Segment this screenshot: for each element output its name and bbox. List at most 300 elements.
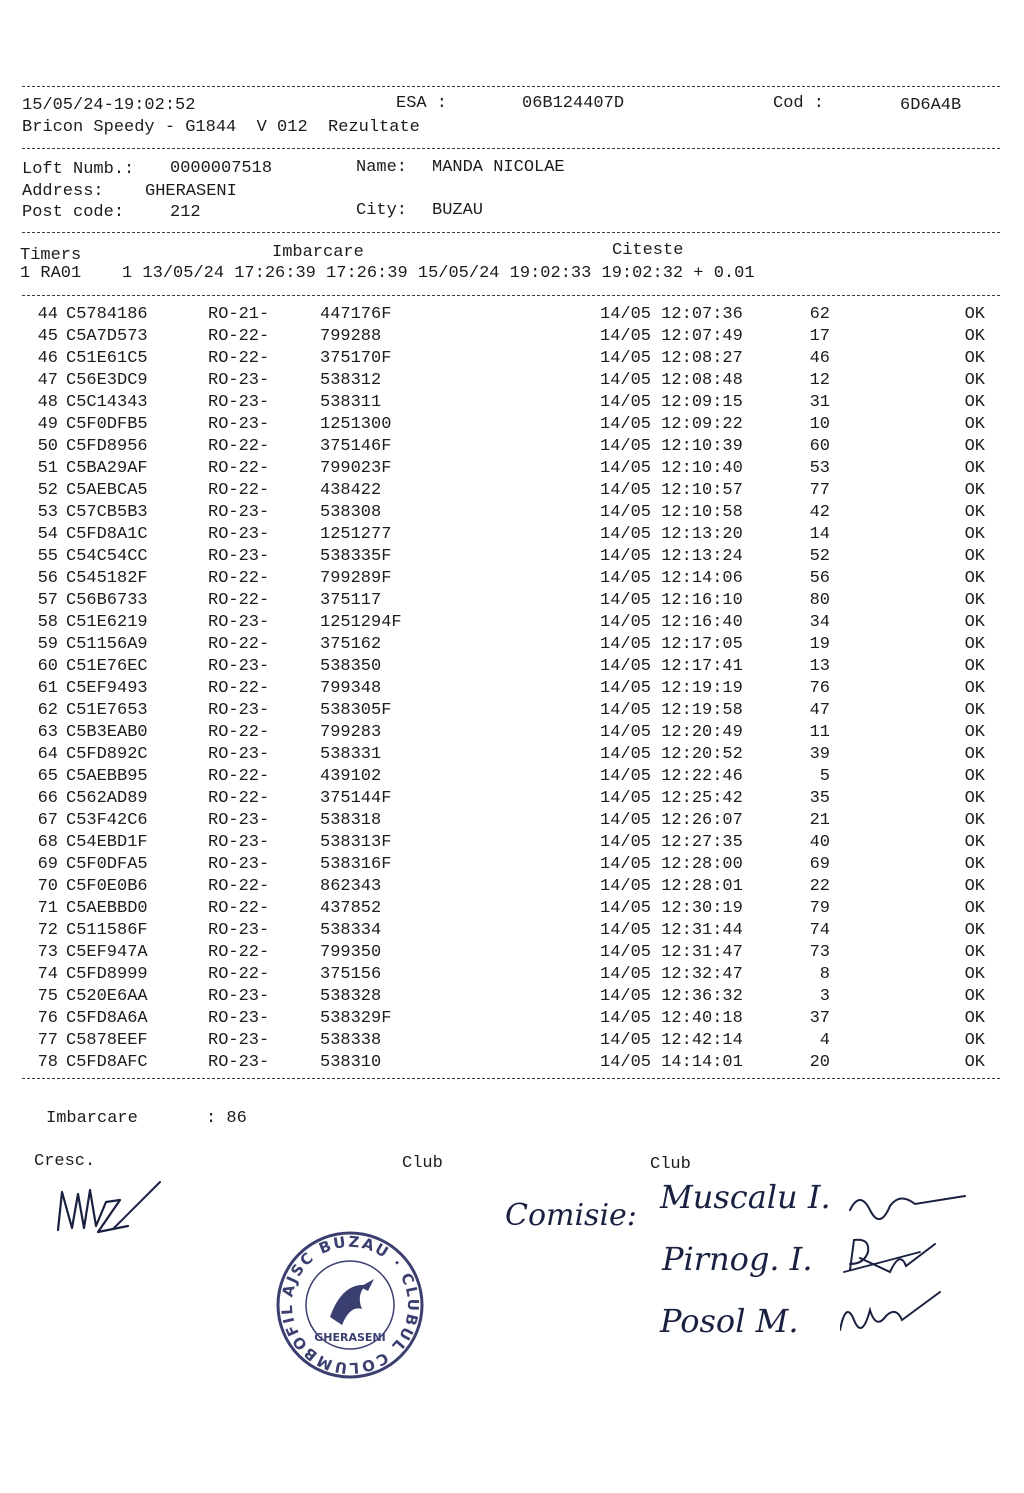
status: OK: [964, 437, 985, 456]
place: 73: [809, 943, 830, 962]
status: OK: [964, 503, 985, 522]
table-row: [0, 305, 1024, 327]
chip-code: C5AEBCA5: [66, 481, 148, 500]
status: OK: [964, 1053, 985, 1072]
table-row: [0, 459, 1024, 481]
city-label: City:: [356, 201, 408, 220]
arrival-time: 12:14:06: [661, 569, 743, 588]
chip-code: C5F0DFA5: [66, 855, 148, 874]
status: OK: [964, 987, 985, 1006]
ring-prefix: RO-23-: [208, 393, 270, 412]
ring-prefix: RO-21-: [208, 305, 270, 324]
place: 34: [809, 613, 830, 632]
place: 22: [809, 877, 830, 896]
row-number: 55: [37, 547, 58, 566]
row-number: 64: [37, 745, 58, 764]
arrival-date: 14/05: [600, 943, 652, 962]
ring-prefix: RO-23-: [208, 745, 270, 764]
arrival-date: 14/05: [600, 349, 652, 368]
name-value: MANDA NICOLAE: [432, 158, 565, 177]
arrival-datetime: [600, 635, 743, 654]
ring-number: 799348: [320, 679, 382, 698]
row-number: 57: [37, 591, 58, 610]
commission-label: Comisie:: [505, 1198, 637, 1233]
row-number: 74: [37, 965, 58, 984]
table-row: [0, 855, 1024, 877]
stamp-inner-text: GHERASENI: [314, 1331, 386, 1344]
arrival-date: 14/05: [600, 415, 652, 434]
status: OK: [964, 635, 985, 654]
table-row: [0, 481, 1024, 503]
chip-code: C562AD89: [66, 789, 148, 808]
place: 62: [809, 305, 830, 324]
device-line: Bricon Speedy - G1844 V 012 Rezultate: [22, 118, 420, 137]
place: 80: [809, 591, 830, 610]
ring-number: 538338: [320, 1031, 382, 1050]
commission-member-1: Muscalu I.: [660, 1178, 831, 1216]
arrival-time: 12:08:27: [661, 349, 743, 368]
ring-number: 538329F: [320, 1009, 392, 1028]
status: OK: [964, 525, 985, 544]
ring-number: 438422: [320, 481, 382, 500]
ring-prefix: RO-23-: [208, 921, 270, 940]
table-row: [0, 657, 1024, 679]
commission-member-3: Posol M.: [660, 1302, 799, 1340]
arrival-datetime: [600, 943, 743, 962]
ring-number: 375170F: [320, 349, 392, 368]
status: OK: [964, 481, 985, 500]
table-row: [0, 965, 1024, 987]
arrival-datetime: [600, 811, 743, 830]
ring-number: 1251294F: [320, 613, 402, 632]
ring-prefix: RO-23-: [208, 855, 270, 874]
ring-number: 538350: [320, 657, 382, 676]
row-number: 53: [37, 503, 58, 522]
chip-code: C5FD8A1C: [66, 525, 148, 544]
row-number: 65: [37, 767, 58, 786]
status: OK: [964, 877, 985, 896]
ring-prefix: RO-23-: [208, 371, 270, 390]
place: 14: [809, 525, 830, 544]
chip-code: C5878EEF: [66, 1031, 148, 1050]
ring-prefix: RO-22-: [208, 591, 270, 610]
table-row: [0, 921, 1024, 943]
arrival-date: 14/05: [600, 613, 652, 632]
ring-number: 439102: [320, 767, 382, 786]
cod-value: 6D6A4B: [900, 96, 962, 115]
arrival-time: 12:42:14: [661, 1031, 743, 1050]
status: OK: [964, 415, 985, 434]
ring-number: 538313F: [320, 833, 392, 852]
table-row: [0, 1009, 1024, 1031]
chip-code: C54EBD1F: [66, 833, 148, 852]
ring-prefix: RO-22-: [208, 679, 270, 698]
row-number: 50: [37, 437, 58, 456]
table-row: [0, 767, 1024, 789]
arrival-datetime: [600, 921, 743, 940]
place: 8: [819, 965, 830, 984]
arrival-time: 12:10:57: [661, 481, 743, 500]
arrival-date: 14/05: [600, 767, 652, 786]
ring-prefix: RO-22-: [208, 437, 270, 456]
status: OK: [964, 613, 985, 632]
row-number: 54: [37, 525, 58, 544]
arrival-date: 14/05: [600, 305, 652, 324]
chip-code: C51E6219: [66, 613, 148, 632]
ring-number: 538310: [320, 1053, 382, 1072]
status: OK: [964, 349, 985, 368]
status: OK: [964, 855, 985, 874]
arrival-datetime: [600, 1009, 743, 1028]
arrival-time: 12:20:52: [661, 745, 743, 764]
ring-number: 538305F: [320, 701, 392, 720]
ring-number: 375144F: [320, 789, 392, 808]
stamp-outer-text: AJSC BUZAU · CLUBUL COLUMBOFIL: [277, 1232, 423, 1378]
arrival-date: 14/05: [600, 701, 652, 720]
arrival-date: 14/05: [600, 811, 652, 830]
arrival-date: 14/05: [600, 1009, 652, 1028]
chip-code: C5BA29AF: [66, 459, 148, 478]
row-number: 63: [37, 723, 58, 742]
table-row: [0, 1031, 1024, 1053]
table-row: [0, 327, 1024, 349]
table-row: [0, 503, 1024, 525]
commission-member-2: Pirnog. I.: [662, 1240, 813, 1278]
chip-code: C5EF947A: [66, 943, 148, 962]
table-row: [0, 525, 1024, 547]
place: 40: [809, 833, 830, 852]
place: 69: [809, 855, 830, 874]
table-row: [0, 591, 1024, 613]
row-number: 73: [37, 943, 58, 962]
imbarcare-header: Imbarcare: [272, 243, 364, 262]
table-row: [0, 437, 1024, 459]
table-row: [0, 349, 1024, 371]
arrival-time: 12:32:47: [661, 965, 743, 984]
arrival-datetime: [600, 767, 743, 786]
place: 5: [819, 767, 830, 786]
row-number: 61: [37, 679, 58, 698]
arrival-date: 14/05: [600, 899, 652, 918]
ring-prefix: RO-23-: [208, 833, 270, 852]
place: 76: [809, 679, 830, 698]
arrival-date: 14/05: [600, 723, 652, 742]
table-row: [0, 723, 1024, 745]
arrival-datetime: [600, 899, 743, 918]
row-number: 62: [37, 701, 58, 720]
arrival-datetime: [600, 745, 743, 764]
timers-label: Timers: [20, 246, 82, 265]
arrival-time: 12:27:35: [661, 833, 743, 852]
row-number: 59: [37, 635, 58, 654]
arrival-date: 14/05: [600, 789, 652, 808]
arrival-time: 12:40:18: [661, 1009, 743, 1028]
arrival-date: 14/05: [600, 393, 652, 412]
arrival-time: 12:19:19: [661, 679, 743, 698]
table-row: [0, 987, 1024, 1009]
arrival-date: 14/05: [600, 635, 652, 654]
results-table: [0, 305, 1024, 1075]
arrival-datetime: [600, 393, 743, 412]
arrival-date: 14/05: [600, 1053, 652, 1072]
divider: [22, 295, 1000, 296]
arrival-date: 14/05: [600, 965, 652, 984]
chip-code: C57CB5B3: [66, 503, 148, 522]
table-row: [0, 393, 1024, 415]
ring-number: 862343: [320, 877, 382, 896]
arrival-time: 12:08:48: [661, 371, 743, 390]
arrival-time: 12:31:44: [661, 921, 743, 940]
table-row: [0, 415, 1024, 437]
row-number: 71: [37, 899, 58, 918]
divider: [22, 86, 1000, 87]
chip-code: C5AEBB95: [66, 767, 148, 786]
table-row: [0, 833, 1024, 855]
esa-label: ESA :: [396, 94, 448, 113]
ring-prefix: RO-22-: [208, 877, 270, 896]
arrival-date: 14/05: [600, 657, 652, 676]
place: 20: [809, 1053, 830, 1072]
arrival-datetime: [600, 789, 743, 808]
place: 46: [809, 349, 830, 368]
status: OK: [964, 723, 985, 742]
arrival-time: 12:22:46: [661, 767, 743, 786]
place: 47: [809, 701, 830, 720]
ring-prefix: RO-23-: [208, 415, 270, 434]
chip-code: C5EF9493: [66, 679, 148, 698]
arrival-datetime: [600, 1031, 743, 1050]
status: OK: [964, 833, 985, 852]
chip-code: C5F0E0B6: [66, 877, 148, 896]
arrival-time: 12:09:22: [661, 415, 743, 434]
arrival-date: 14/05: [600, 437, 652, 456]
arrival-time: 12:10:39: [661, 437, 743, 456]
table-row: [0, 877, 1024, 899]
arrival-datetime: [600, 833, 743, 852]
timer-line: 1 RA01 1 13/05/24 17:26:39 17:26:39 15/05/24 19:02:33 19:02:32 + 0.01: [20, 264, 755, 283]
ring-prefix: RO-22-: [208, 349, 270, 368]
arrival-date: 14/05: [600, 679, 652, 698]
place: 11: [809, 723, 830, 742]
arrival-time: 12:20:49: [661, 723, 743, 742]
ring-prefix: RO-23-: [208, 811, 270, 830]
arrival-datetime: [600, 415, 743, 434]
status: OK: [964, 393, 985, 412]
row-number: 67: [37, 811, 58, 830]
row-number: 49: [37, 415, 58, 434]
arrival-datetime: [600, 679, 743, 698]
place: 4: [819, 1031, 830, 1050]
arrival-datetime: [600, 965, 743, 984]
place: 74: [809, 921, 830, 940]
arrival-datetime: [600, 481, 743, 500]
row-number: 46: [37, 349, 58, 368]
ring-number: 1251300: [320, 415, 392, 434]
chip-code: C5FD8A6A: [66, 1009, 148, 1028]
chip-code: C51E61C5: [66, 349, 148, 368]
status: OK: [964, 657, 985, 676]
ring-prefix: RO-23-: [208, 1009, 270, 1028]
city-value: BUZAU: [432, 201, 484, 220]
row-number: 56: [37, 569, 58, 588]
ring-number: 799283: [320, 723, 382, 742]
row-number: 72: [37, 921, 58, 940]
place: 10: [809, 415, 830, 434]
place: 19: [809, 635, 830, 654]
row-number: 75: [37, 987, 58, 1006]
arrival-datetime: [600, 547, 743, 566]
arrival-datetime: [600, 613, 743, 632]
arrival-time: 12:26:07: [661, 811, 743, 830]
ring-number: 375162: [320, 635, 382, 654]
club-stamp: [270, 1225, 430, 1385]
ring-prefix: RO-23-: [208, 657, 270, 676]
chip-code: C56E3DC9: [66, 371, 148, 390]
arrival-date: 14/05: [600, 855, 652, 874]
arrival-datetime: [600, 569, 743, 588]
chip-code: C5AEBBD0: [66, 899, 148, 918]
arrival-time: 12:16:10: [661, 591, 743, 610]
chip-code: C51E7653: [66, 701, 148, 720]
arrival-time: 12:28:01: [661, 877, 743, 896]
place: 77: [809, 481, 830, 500]
status: OK: [964, 591, 985, 610]
ring-prefix: RO-22-: [208, 767, 270, 786]
chip-code: C5FD892C: [66, 745, 148, 764]
status: OK: [964, 547, 985, 566]
ring-number: 538334: [320, 921, 382, 940]
row-number: 76: [37, 1009, 58, 1028]
place: 3: [819, 987, 830, 1006]
row-number: 77: [37, 1031, 58, 1050]
ring-prefix: RO-23-: [208, 987, 270, 1006]
chip-code: C54C54CC: [66, 547, 148, 566]
arrival-date: 14/05: [600, 371, 652, 390]
ring-prefix: RO-22-: [208, 723, 270, 742]
arrival-time: 12:10:40: [661, 459, 743, 478]
place: 21: [809, 811, 830, 830]
ring-number: 437852: [320, 899, 382, 918]
arrival-time: 12:16:40: [661, 613, 743, 632]
loft-label: Loft Numb.:: [22, 160, 135, 179]
breeder-label: Cresc.: [34, 1152, 96, 1171]
arrival-datetime: [600, 327, 743, 346]
arrival-datetime: [600, 877, 743, 896]
place: 79: [809, 899, 830, 918]
address-value: GHERASENI: [145, 182, 237, 201]
loft-value: 0000007518: [170, 159, 273, 178]
arrival-time: 12:31:47: [661, 943, 743, 962]
chip-code: C5A7D573: [66, 327, 148, 346]
ring-prefix: RO-22-: [208, 327, 270, 346]
ring-prefix: RO-23-: [208, 701, 270, 720]
row-number: 66: [37, 789, 58, 808]
chip-code: C5FD8956: [66, 437, 148, 456]
arrival-time: 12:28:00: [661, 855, 743, 874]
arrival-date: 14/05: [600, 921, 652, 940]
arrival-date: 14/05: [600, 833, 652, 852]
arrival-datetime: [600, 855, 743, 874]
arrival-datetime: [600, 723, 743, 742]
arrival-date: 14/05: [600, 327, 652, 346]
place: 39: [809, 745, 830, 764]
ring-number: 538312: [320, 371, 382, 390]
table-row: [0, 789, 1024, 811]
status: OK: [964, 371, 985, 390]
ring-prefix: RO-23-: [208, 1053, 270, 1072]
row-number: 51: [37, 459, 58, 478]
place: 12: [809, 371, 830, 390]
place: 37: [809, 1009, 830, 1028]
arrival-date: 14/05: [600, 525, 652, 544]
post-code-label: Post code:: [22, 203, 125, 222]
ring-prefix: RO-22-: [208, 789, 270, 808]
ring-prefix: RO-23-: [208, 613, 270, 632]
arrival-time: 12:36:32: [661, 987, 743, 1006]
ring-number: 447176F: [320, 305, 392, 324]
arrival-datetime: [600, 371, 743, 390]
chip-code: C5B3EAB0: [66, 723, 148, 742]
arrival-date: 14/05: [600, 547, 652, 566]
status: OK: [964, 767, 985, 786]
arrival-date: 14/05: [600, 459, 652, 478]
arrival-datetime: [600, 1053, 743, 1072]
arrival-datetime: [600, 503, 743, 522]
status: OK: [964, 459, 985, 478]
arrival-time: 12:19:58: [661, 701, 743, 720]
arrival-date: 14/05: [600, 569, 652, 588]
table-row: [0, 547, 1024, 569]
chip-code: C51156A9: [66, 635, 148, 654]
commission-signatures: [840, 1180, 990, 1360]
ring-number: 538331: [320, 745, 382, 764]
name-label: Name:: [356, 158, 408, 177]
row-number: 44: [37, 305, 58, 324]
arrival-time: 12:07:49: [661, 327, 743, 346]
ring-prefix: RO-22-: [208, 481, 270, 500]
place: 52: [809, 547, 830, 566]
imbarcare-total-value: : 86: [206, 1109, 247, 1128]
citeste-header: Citeste: [612, 241, 684, 260]
divider: [22, 232, 1000, 233]
breeder-signature: [50, 1170, 180, 1250]
row-number: 60: [37, 657, 58, 676]
status: OK: [964, 305, 985, 324]
arrival-time: 12:10:58: [661, 503, 743, 522]
row-number: 78: [37, 1053, 58, 1072]
table-row: [0, 635, 1024, 657]
ring-number: 538328: [320, 987, 382, 1006]
table-row: [0, 569, 1024, 591]
table-row: [0, 943, 1024, 965]
status: OK: [964, 943, 985, 962]
place: 42: [809, 503, 830, 522]
cod-label: Cod :: [773, 94, 825, 113]
ring-prefix: RO-22-: [208, 943, 270, 962]
row-number: 52: [37, 481, 58, 500]
divider: [22, 148, 1000, 149]
club-label: Club: [402, 1154, 443, 1173]
status: OK: [964, 899, 985, 918]
arrival-date: 14/05: [600, 1031, 652, 1050]
row-number: 58: [37, 613, 58, 632]
place: 35: [809, 789, 830, 808]
row-number: 68: [37, 833, 58, 852]
chip-code: C5F0DFB5: [66, 415, 148, 434]
row-number: 47: [37, 371, 58, 390]
arrival-datetime: [600, 657, 743, 676]
imbarcare-total-label: Imbarcare: [46, 1109, 138, 1128]
